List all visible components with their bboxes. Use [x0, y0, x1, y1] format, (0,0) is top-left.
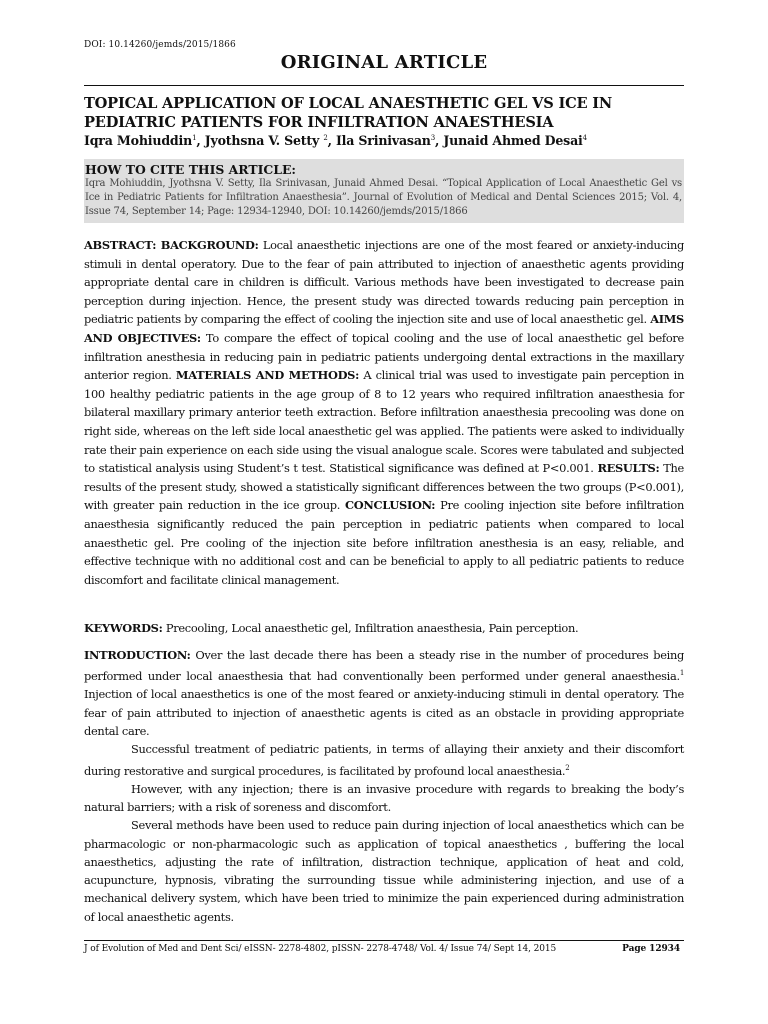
intro-text: Over the last decade there has been a steady rise in the number of procedures being performed under local anaesthesia that had conventionally been performed under general anaesthesia.: [84, 648, 684, 684]
author-affiliation: 3: [430, 133, 436, 142]
intro-text: Injection of local anaesthetics is one of the most feared or anxiety-inducing stimuli in dental operatory. The fear of pain attributed to injection of anaesthetic agents is cited as an obstacle in providing appropriate dental care.: [84, 687, 684, 738]
footer-divider: [84, 940, 684, 941]
citation-box: [84, 159, 684, 223]
intro-heading: INTRODUCTION:: [84, 648, 191, 662]
section-heading: ORIGINAL ARTICLE: [280, 52, 488, 73]
doi-line: DOI: 10.14260/jemds/2015/1866: [84, 40, 236, 50]
results-heading: RESULTS:: [597, 461, 660, 476]
intro-paragraph: However, with any injection; there is an invasive procedure with regards to breaking the body’s natural barriers; with a risk of soreness and discomfort.: [84, 781, 684, 814]
citation-heading: HOW TO CITE THIS ARTICLE:: [85, 162, 296, 177]
citation-text: Iqra Mohiuddin, Jyothsna V. Setty, Ila Srinivasan, Junaid Ahmed Desai. “Topical Application of Local Anaesthetic Gel vs Ice in Pediatric Patients for Infiltration Anaesthesia”. Journal of Evolution of Medical and Dental Sciences 2015; Vol. 4, Issue 74, September 14; Page: 12934-12940, DOI: 10.14260/jemds/2015/1866: [85, 178, 682, 217]
abstract-conclusion: Pre cooling injection site before infiltration anaesthesia significantly reduced the pain perception in pediatric patients when compared to local anaesthetic gel. Pre cooling of the injection site before infiltration anesthesia is an easy, reliable, and effective technique with no additional cost and can be beneficial to apply to all pediatric patients to reduce discomfort and facilitate clinical management.: [84, 498, 684, 587]
author-separator: ,: [435, 133, 444, 148]
page-number: Page 12934: [622, 944, 680, 954]
intro-paragraph: [84, 740, 684, 779]
keywords: [84, 619, 684, 637]
intro-text: Successful treatment of pediatric patients, in terms of allaying their anxiety and their discomfort during restorative and surgical procedures, is facilitated by profound local anaesthesia.: [84, 742, 684, 778]
author-name: Jyothsna V. Setty: [204, 133, 324, 148]
keywords-text: Precooling, Local anaesthetic gel, Infiltration anaesthesia, Pain perception.: [162, 621, 579, 635]
header-divider: [84, 85, 684, 86]
conclusion-heading: CONCLUSION:: [345, 498, 436, 513]
author-name: Ila Srinivasan: [335, 133, 431, 148]
abstract-heading: ABSTRACT: BACKGROUND:: [84, 238, 259, 252]
abstract-aims: To compare the effect of topical cooling and the use of local anaesthetic gel before infiltration anesthesia in reducing pain in pediatric patients undergoing dental extractions in the maxillary anterior region.: [84, 330, 684, 383]
abstract-results: The results of the present study, showed a statistically significant differences between the two groups (P<0.001), with greater pain reduction in the ice group.: [84, 461, 684, 513]
journal-reference: J of Evolution of Med and Dent Sci/ eISSN- 2278-4802, pISSN- 2278-4748/ Vol. 4/ Issue 74/ Sept 14, 2015: [84, 944, 557, 954]
introduction: [84, 646, 684, 926]
reference-marker: 2: [565, 763, 570, 772]
author-affiliation: 2: [323, 133, 328, 142]
abstract-methods: A clinical trial was used to investigate pain perception in 100 healthy pediatric patients in the age group of 8 to 12 years who required infiltration anaesthesia for bilateral maxillary primary anterior teeth extraction. Before infiltration anaesthesia precooling was done on right side, whereas on the left side local anaesthetic gel was applied. The patients were asked to individually rate their pain experience on each side using the visual analogue scale. Scores were tabulated and subjected to statistical analysis using Student’s t test. Statistical significance was defined at P<0.001.: [84, 368, 684, 476]
abstract: [84, 236, 684, 589]
intro-paragraph: [84, 646, 684, 740]
aims-heading: AIMS AND OBJECTIVES:: [84, 312, 684, 345]
author-name: Iqra Mohiuddin: [84, 133, 193, 148]
author-name: Junaid Ahmed Desai: [443, 133, 583, 148]
author-list: [84, 133, 684, 148]
author-separator: ,: [327, 133, 336, 148]
author-affiliation: 4: [582, 133, 587, 142]
intro-paragraph: Several methods have been used to reduce pain during injection of local anaesthetics which can be pharmacologic or non-pharmacologic such as application of topical anaesthetics , buffering the local anaesthetics, adjusting the rate of infiltration, distraction technique, application of heat and cold, acupuncture, hypnosis, vibrating the surrounding tissue while administering injection, and use of a mechanical delivery system, which have been tried to minimize the pain experienced during administration of local anaesthetic agents.: [84, 818, 684, 924]
methods-heading: MATERIALS AND METHODS:: [175, 368, 359, 383]
reference-marker: 1: [679, 669, 684, 678]
abstract-background: Local anaesthetic injections are one of the most feared or anxiety-inducing stimuli in dental operatory. Due to the fear of pain attributed to injection of anaesthetic agents providing appropriate dental care in children is difficult. Various methods have been investigated to decrease pain perception during injection. Hence, the present study was directed towards reducing pain perception in pediatric patients by comparing the effect of cooling the injection site and use of local anaesthetic gel.: [84, 238, 685, 327]
author-affiliation: 1: [192, 133, 197, 142]
author-separator: ,: [196, 133, 205, 148]
keywords-heading: KEYWORDS:: [84, 621, 163, 635]
article-title: TOPICAL APPLICATION OF LOCAL ANAESTHETIC GEL VS ICE IN PEDIATRIC PATIENTS FOR INFILTRATION ANAESTHESIA: [84, 95, 613, 131]
